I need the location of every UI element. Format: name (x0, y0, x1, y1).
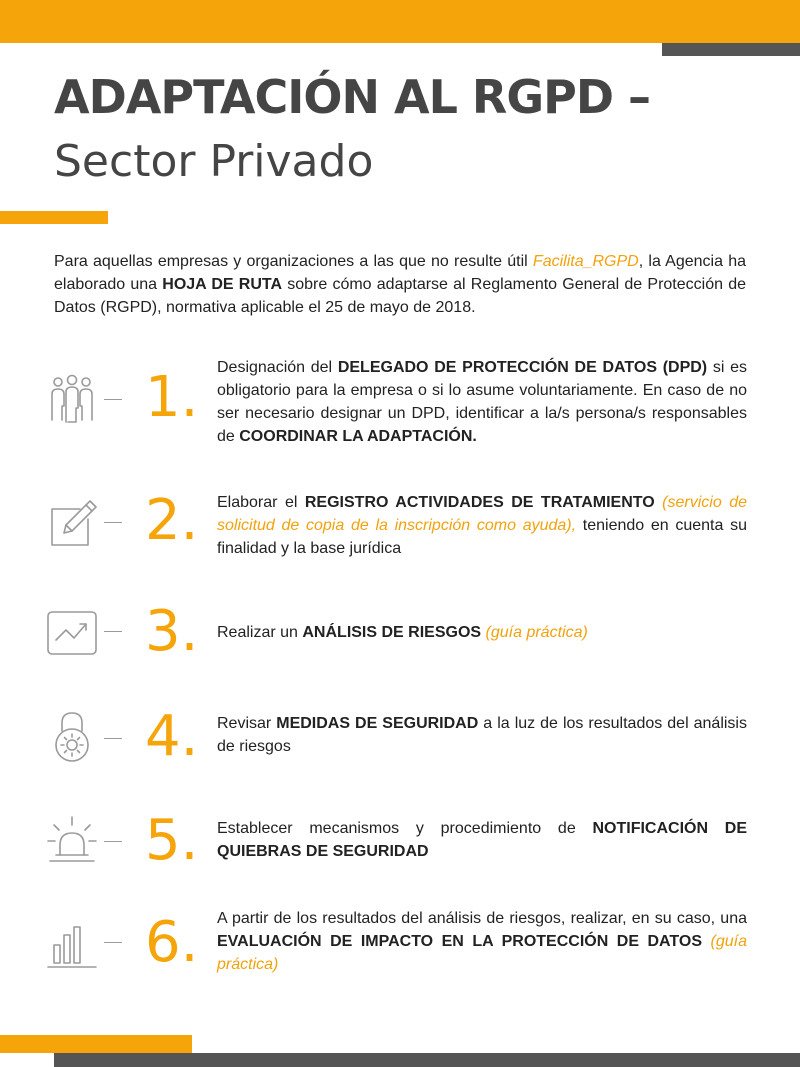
step-2 (0, 487, 800, 597)
step-1-bold-b: COORDINAR LA ADAPTACIÓN. (239, 428, 477, 445)
step-5-text-a: Establecer mecanismos y procedimiento de (217, 820, 593, 837)
bottom-accent-bar (0, 1035, 192, 1053)
step-5 (0, 808, 800, 921)
step-5-dash (104, 841, 122, 842)
title-accent-bar (0, 211, 108, 224)
step-2-bold-a: REGISTRO ACTIVIDADES DE TRATAMIENTO (304, 494, 655, 511)
step-1-dash (104, 399, 122, 400)
step-6-dash (104, 942, 122, 943)
step-2-text-b: teniendo en cuenta su finalidad y la base jurídica (217, 517, 748, 557)
step-6-number: 6. (145, 910, 199, 975)
intro-text-1: Para aquellas empresas y organizaciones a las que no resulte útil (54, 253, 533, 270)
padlock-gear-icon (44, 709, 100, 765)
step-4-number: 4. (145, 704, 199, 769)
step-3-bold-a: ANÁLISIS DE RIESGOS (302, 624, 482, 641)
step-3-text-a: Realizar un (217, 624, 303, 641)
step-1-number: 1. (145, 365, 199, 430)
step-4-dash (104, 738, 122, 739)
step-6-text (217, 907, 747, 976)
bottom-dark-bar (54, 1053, 800, 1067)
step-2-text-a: Elaborar el (217, 494, 305, 511)
step-3-guide-link[interactable]: (guía práctica) (485, 624, 588, 641)
step-1-bold-a: DELEGADO DE PROTECCIÓN DE DATOS (DPD) (337, 359, 708, 376)
step-3 (0, 600, 800, 710)
step-1 (0, 352, 800, 462)
step-6-text-a: A partir de los resultados del análisis de riesgos, realizar, en su caso, una (217, 910, 747, 927)
step-5-bold-a: NOTIFICACIÓN DE QUIEBRAS DE SEGURIDAD (217, 820, 748, 860)
intro-text-2: , la Agencia ha elaborado una (54, 253, 746, 293)
page-title: ADAPTACIÓN AL RGPD – (54, 70, 651, 124)
step-3-number: 3. (145, 599, 199, 664)
intro-paragraph (54, 250, 746, 319)
step-4 (0, 703, 800, 813)
step-4-bold-a: MEDIDAS DE SEGURIDAD (276, 715, 479, 732)
step-2-number: 2. (145, 488, 199, 553)
step-1-text-a: Designación del (217, 359, 338, 376)
edit-document-icon (44, 495, 100, 551)
step-1-text-b: si es obligatorio para la empresa o si lo asume voluntariamente. En caso de no ser necesario designar un DPD, identificar a la/s persona/s responsables de (217, 359, 748, 445)
bar-chart-icon (44, 915, 100, 971)
page-subtitle: Sector Privado (54, 136, 374, 187)
step-2-highlight-link[interactable]: (servicio de solicitud de copia de la inscripción como ayuda), (217, 494, 747, 534)
facilita-rgpd-link[interactable]: Facilita_RGPD (532, 253, 639, 270)
intro-bold: HOJA DE RUTA (162, 276, 283, 293)
step-2-text (217, 491, 747, 560)
chart-trend-icon (44, 604, 100, 660)
step-3-dash (104, 631, 122, 632)
step-4-text-b: a la luz de los resultados del análisis de riesgos (217, 715, 747, 755)
step-6-space (702, 933, 711, 950)
top-dark-bar (662, 43, 800, 56)
step-3-text (217, 621, 747, 644)
intro-text-3: sobre cómo adaptarse al Reglamento General de Protección de Datos (RGPD), normativa aplicable el 25 de mayo de 2018. (54, 276, 747, 316)
alarm-light-icon (44, 813, 100, 869)
people-group-icon (44, 372, 100, 428)
step-6 (0, 907, 800, 1017)
step-5-text (217, 817, 747, 863)
step-5-number: 5. (145, 808, 199, 873)
top-accent-bar (0, 0, 800, 43)
step-1-text (217, 356, 747, 448)
step-4-text-a: Revisar (217, 715, 277, 732)
step-2-dash (104, 522, 122, 523)
step-6-bold-a: EVALUACIÓN DE IMPACTO EN LA PROTECCIÓN DE DATOS (217, 933, 703, 950)
step-6-guide-link[interactable]: (guía práctica) (217, 933, 747, 973)
step-4-text (217, 712, 747, 758)
